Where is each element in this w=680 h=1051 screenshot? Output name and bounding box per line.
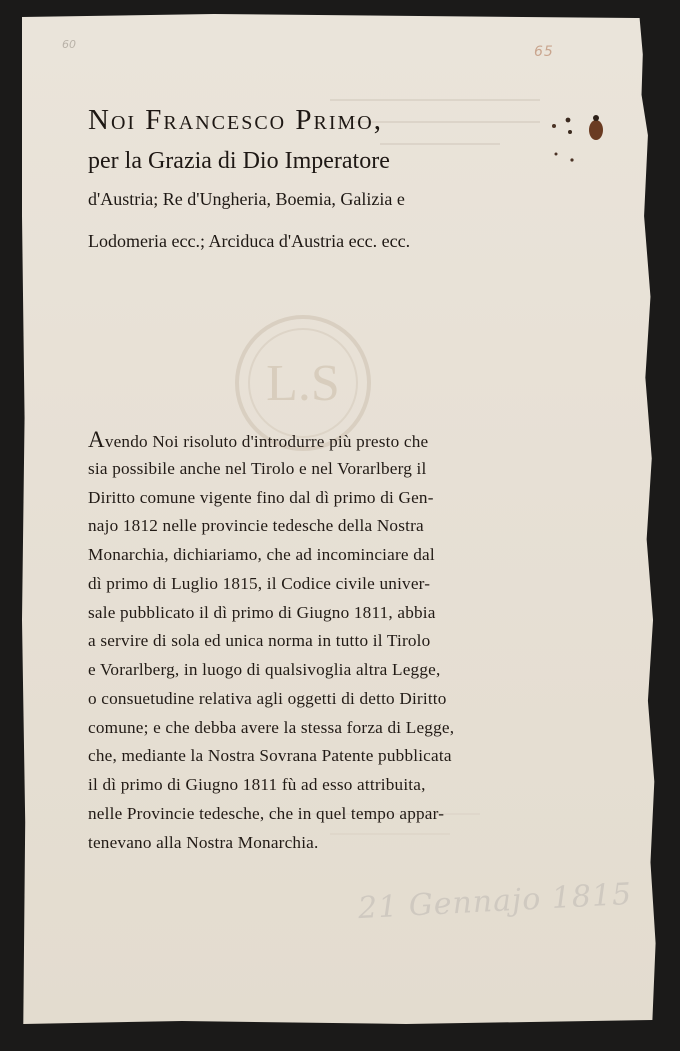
body-line: a servire di sola ed unica norma in tutto il Tirolo (88, 631, 431, 651)
body-line: o consuetudine relativa agli oggetti di detto Diritto (88, 688, 447, 708)
body-line: sale pubblicato il dì primo di Giugno 1811, abbia (88, 602, 436, 622)
body-line: Avendo Noi risoluto d'introdurre più presto che (88, 427, 429, 452)
body-line: Monarchia, dichiariamo, che ad incominciare dal (88, 545, 435, 564)
body-line: tenevano alla Nostra Monarchia. (88, 832, 319, 852)
heading-line-2: per la Grazia di Dio Imperatore (88, 148, 390, 174)
heading-title: Noi Francesco Primo, (88, 104, 383, 136)
folio-number-left: 60 (62, 38, 76, 51)
body-line: sia possibile anche nel Tirolo e nel Vorarlberg il (88, 458, 427, 478)
body-line: nelle Provincie tedesche, che in quel tempo appar- (88, 803, 445, 823)
heading-line-3: d'Austria; Re d'Ungheria, Boemia, Galizia e (88, 189, 405, 209)
folio-number-right: 65 (534, 44, 554, 60)
body-line: najo 1812 nelle provincie tedesche della Nostra (88, 516, 424, 536)
handwritten-pencil-date: 21 Gennajo 1815 (357, 876, 633, 927)
proclamation-heading (88, 102, 528, 256)
body-line: comune; e che debba avere la stessa forza di Legge, (88, 717, 455, 737)
body-line: dì primo di Luglio 1815, il Codice civile univer- (88, 573, 431, 593)
body-line: Diritto comune vigente fino dal dì primo di Gen- (88, 487, 434, 507)
proclamation-body (88, 426, 558, 857)
body-line: e Vorarlberg, in luogo di qualsivoglia altra Legge, (88, 660, 441, 679)
body-line: il dì primo di Giugno 1811 fù ad esso attribuita, (88, 775, 426, 794)
body-line: che, mediante la Nostra Sovrana Patente pubblicata (88, 746, 452, 766)
svg-text:L.S: L.S (266, 355, 340, 412)
heading-line-4: Lodomeria ecc.; Arciduca d'Austria ecc. ecc. (88, 231, 411, 251)
